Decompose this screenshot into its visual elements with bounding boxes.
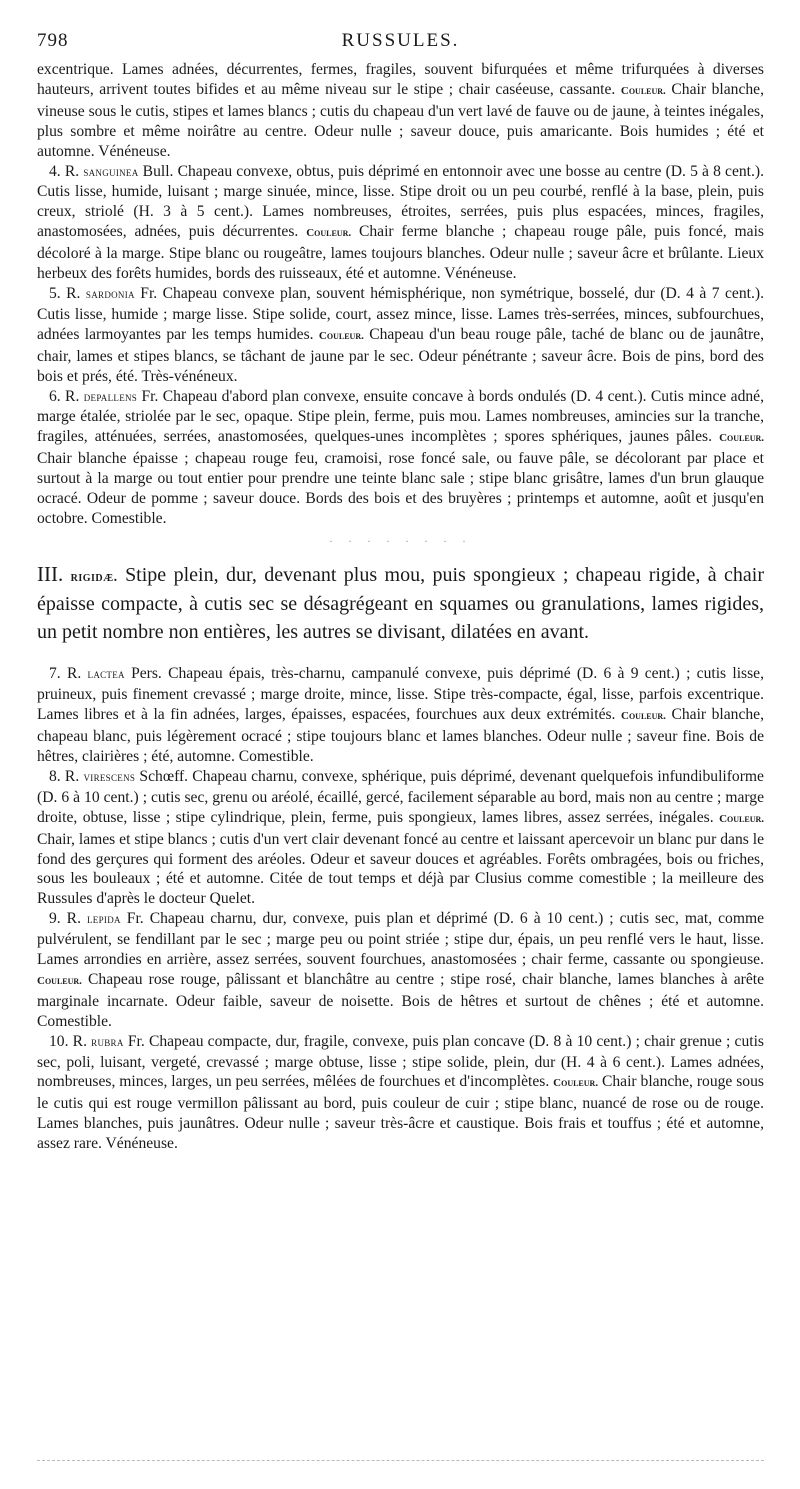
bottom-rule [37, 1460, 764, 1461]
entry-color-description: Chapeau d'un beau rouge pâle, taché de blanc ou de jaunâtre, chair, lames et stipes blancs, se tâchant de jaune par le sec. Odeur pénétrante ; saveur âcre. Bois de pins, bord des bois et prés, été. Très-vénéneux. [37, 325, 764, 385]
species-name: sardonia [85, 286, 135, 301]
page-header [37, 30, 764, 60]
species-name: depallens [83, 389, 138, 404]
entry-color-description: Chair blanche, rouge sous le cutis qui est rouge vermillon pâlissant au bord, puis couleur de cuir ; stipe blanc, nuancé de rose ou de rouge. Lames blanches, puis jaunâtres. Odeur nulle ; saveur très-âcre et caustique. Bois frais et touffus ; été et automne, assez rare. Vénéneuse. [37, 1073, 764, 1153]
species-name: lactea [87, 667, 125, 682]
species-entry-virescens [37, 767, 764, 909]
entry-number: 4. R. [49, 162, 80, 180]
entry-color-description: Chair blanche, vineuse sous le cutis, stipes et lames blancs ; cutis du chapeau d'un vert lavé de fauve ou de jaune, à teintes inégales, plus sombre et même noirâtre au centre. Odeur nulle ; saveur douce, puis amaricante. Bois humides ; été et automne. Vénéneuse. [37, 80, 765, 160]
species-name: virescens [83, 769, 136, 784]
species-name: rubra [91, 1034, 124, 1049]
entry-number: 5. R. [49, 284, 81, 302]
species-name: lepida [87, 912, 121, 927]
entry-color-description: Chair ferme blanche ; chapeau rouge pâle, puis foncé, mais décoloré à la marge. Stipe blanc ou rougeâtre, lames toujours blanches. Odeur nulle ; saveur âcre et brûlante. Lieux herbeux des forêts humides, bords des ruisseaux, été et automne. Vénéneuse. [37, 223, 764, 283]
section-heading [37, 561, 764, 647]
running-head: RUSSULES. [341, 30, 460, 51]
couleur-label: Couleur. [37, 974, 82, 987]
section-separator: · · · · · · · · [329, 533, 472, 548]
text-body [37, 60, 764, 1154]
entry-color-description: Chair blanche épaisse ; chapeau rouge feu, cramoisi, rose foncé sale, ou fauve pâle, se décolorant par place et surtout à la marge ou tout entier pour prendre une teinte blanc sale ; stipe blanc grisâtre, lames d'un brun glauque ocracé. Odeur de pomme ; saveur douce. Bords des bois et des bruyères ; printemps et automne, août et jusqu'en octobre. Comestible. [37, 450, 764, 527]
entry-description: Pers. Chapeau épais, très-charnu, campanulé convexe, puis déprimé (D. 6 à 9 cent.) ; cutis lisse, pruineux, puis finement crevassé ; marge droite, mince, lisse. Stipe très-compacte, égal, lisse, parfois excentrique. Lames libres et à la fin adnées, larges, épaisses, espacées, fourchues aux deux extrémités. [37, 665, 764, 724]
entry-description: Fr. Chapeau convexe plan, souvent hémisphérique, non symétrique, bosselé, dur (D. 4 à 7 cent.). Cutis lisse, humide ; marge lisse. Stipe solide, court, assez mince, lisse. Lames très-serrées, minces, subfourchues, adnées larmoyantes par les temps humides. [37, 284, 764, 343]
species-entry-cont [37, 60, 764, 162]
entry-number: 10. R. [49, 1032, 87, 1050]
entry-description: Bull. Chapeau convexe, obtus, puis déprimé en entonnoir avec une bosse au centre (D. 5 à 8 cent.). Cutis lisse, humide, luisant ; marge sinuée, mince, lisse. Stipe droit ou un peu courbé, renflé à la base, plein, puis creux, striolé (H. 3 à 5 cent.). Lames nombreuses, étroites, serrées, puis plus espacées, minces, fragiles, anastomosées, adnées, puis décurrentes. [37, 162, 764, 241]
entry-number: 9. R. [49, 910, 81, 928]
entry-description: Fr. Chapeau charnu, dur, convexe, puis plan et déprimé (D. 6 à 10 cent.) ; cutis sec, mat, comme pulvérulent, se fendillant par le sec ; marge peu ou point striée ; stipe dur, épais, un peu renflé vers le haut, lisse. Lames arrondies en arrière, assez serrées, souvent fourchues, anastomosées ; chair ferme, cassante ou spongieuse. [37, 910, 764, 969]
couleur-label: Couleur. [719, 432, 764, 445]
entry-number: 8. R. [49, 767, 80, 785]
entry-color-description: Chair blanche, chapeau blanc, puis légèrement ocracé ; stipe toujours blanc et lames blanches. Odeur nulle ; saveur fine. Bois de hêtres, clairières ; été, automne. Comestible. [37, 706, 765, 765]
section-numeral: III. [37, 561, 64, 586]
entry-number: 7. R. [49, 665, 82, 683]
species-entry-lactea [37, 664, 764, 767]
page-number: 798 [37, 30, 69, 51]
entry-color-description: Chapeau rose rouge, pâlissant et blanchâtre au centre ; stipe rosé, chair blanche, lames blanches à arête marginale incarnate. Odeur faible, saveur de noisette. Bois de hêtres et surtout de chênes ; été et automne. Comestible. [37, 970, 764, 1030]
entries-before-section [37, 60, 764, 529]
couleur-label: Couleur. [553, 1077, 599, 1090]
species-entry-sanguinea [37, 162, 764, 284]
entry-description: excentrique. Lames adnées, décurrentes, fermes, fragiles, souvent bifurquées et même trifurquées à diverses hauteurs, arrivent toutes bifides et au même niveau sur le stipe ; chair caséeuse, cassante. [37, 61, 764, 98]
couleur-label: Couleur. [306, 227, 352, 240]
entry-description: Fr. Chapeau compacte, dur, fragile, convexe, puis plan concave (D. 8 à 10 cent.) ; chair grenue ; cutis sec, poli, luisant, vergeté, crevassé ; marge obtuse, lisse ; stipe solide, plein, dur (H. 4 à 6 cent.). Lames adnées, nombreuses, minces, larges, un peu serrées, mêlées de fourchues et d'incomplètes. [37, 1032, 764, 1091]
entry-color-description: Chair, lames et stipe blancs ; cutis d'un vert clair devenant foncé au centre et laissant apercevoir un blanc pur dans le fond des gerçures qui forment des aréoles. Odeur et saveur douces et agréables. Forêts ombragées, bois ou friches, sous les bouleaux ; été et automne. Citée de tout temps et déjà par Clusius comme comestible ; la meilleure des Russules d'après le docteur Quelet. [37, 830, 764, 908]
species-entry-rubra [37, 1032, 764, 1154]
entry-number: 6. R. [49, 387, 80, 405]
couleur-label: Couleur. [719, 812, 764, 825]
couleur-label: Couleur. [621, 710, 666, 723]
entry-description: Fr. Chapeau d'abord plan convexe, ensuite concave à bords ondulés (D. 4 cent.). Cutis mince adné, marge étalée, striolée par le sec, opaque. Stipe plein, ferme, puis mou. Lames nombreuses, amincies sur la tranche, fragiles, atténuées, serrées, anastomosées, quelques-unes incomplètes ; spores sphériques, jaunes pâles. [37, 387, 764, 446]
species-entry-sardonia [37, 284, 764, 387]
species-entry-depallens [37, 387, 764, 529]
section-group-name: rigidæ. [70, 569, 118, 585]
entry-description: Schœff. Chapeau charnu, convexe, sphérique, puis déprimé, devenant quelquefois infundibuliforme (D. 6 à 10 cent.) ; cutis sec, grenu ou aréolé, écaillé, gercé, facilement séparable au bord, mais non au centre ; marge droite, obtuse, lisse ; stipe cylindrique, plein, ferme, puis spongieux, lames libres, assez serrées, inégales. [37, 767, 764, 826]
entries-after-section [37, 664, 764, 1154]
species-entry-lepida [37, 909, 764, 1031]
species-name: sanguinea [83, 164, 139, 179]
couleur-label: Couleur. [318, 329, 364, 342]
couleur-label: Couleur. [620, 84, 666, 97]
section-description: Stipe plein, dur, devenant plus mou, puis spongieux ; chapeau rigide, à chair épaisse compacte, à cutis sec se désagrégeant en squames ou granulations, lames rigides, un petit nombre non entières, les autres se divisant, dilatées en avant. [37, 563, 765, 643]
